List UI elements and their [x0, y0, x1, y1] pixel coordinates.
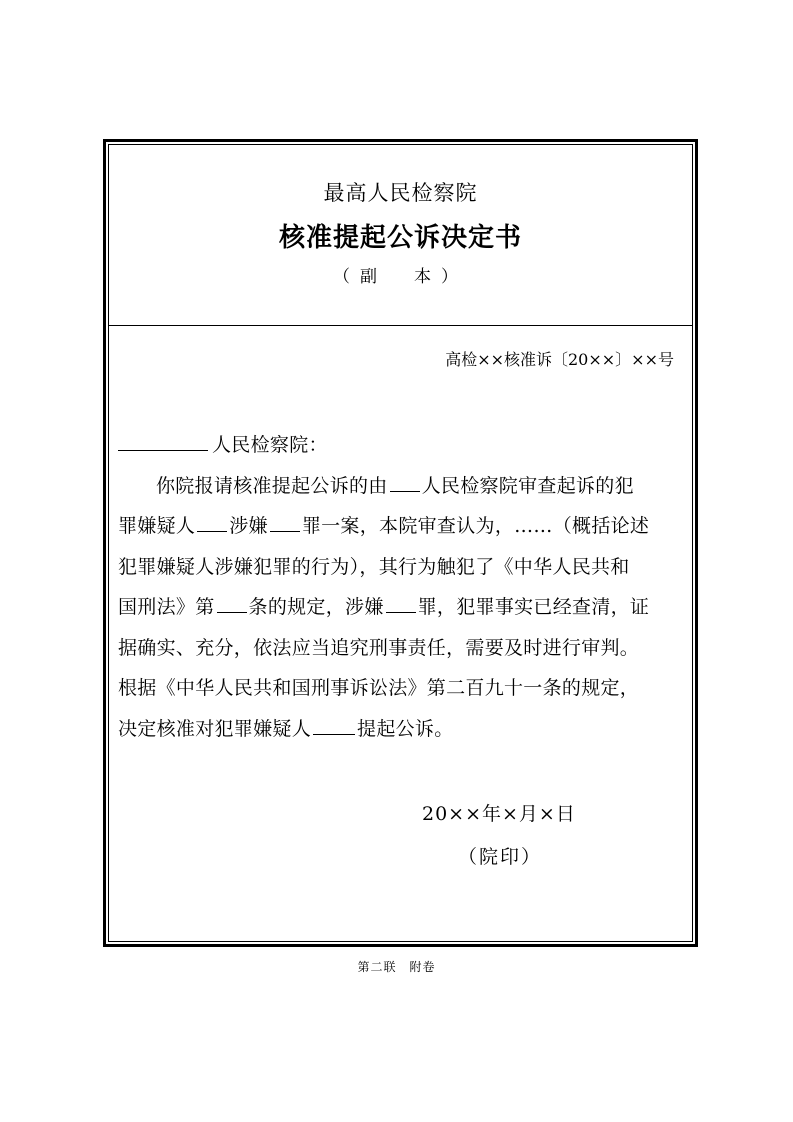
copy-footer: 第二联 附卷	[357, 960, 436, 974]
body-text: 国刑法》第	[118, 596, 215, 618]
body-text: 提起公诉。	[357, 717, 454, 740]
addressee-line	[118, 425, 692, 466]
blank-field	[270, 511, 300, 532]
addressee-suffix: 人民检察院：	[212, 434, 328, 456]
blank-field	[197, 511, 227, 532]
body-text: 罪，犯罪事实已经查清，证	[417, 596, 650, 618]
issue-date: 20××年×月×日	[422, 803, 576, 825]
seal-placeholder: （院印）	[458, 846, 543, 868]
blank-field	[313, 714, 355, 735]
body-line-6: 根据《中华人民共和国刑事诉讼法》第二百九十一条的规定，	[118, 677, 640, 699]
body-text: 你院报请核准提起公诉的由	[156, 474, 388, 497]
body-text: 决定核准对犯罪嫌疑人	[118, 717, 312, 740]
body-text: 罪嫌疑人	[118, 515, 196, 537]
body-text: 人民检察院审查起诉的犯	[421, 474, 634, 497]
blank-field	[386, 592, 416, 613]
blank-field	[217, 592, 247, 613]
copy-label: （副 本）	[333, 267, 468, 287]
organization-name: 最高人民检察院	[323, 181, 478, 205]
document-title: 核准提起公诉决定书	[278, 223, 522, 253]
document-header	[109, 145, 692, 326]
document-inner-border	[108, 144, 693, 942]
body-text: 罪一案，本院审查认为，……（概括论述	[301, 515, 650, 537]
body-line-7	[118, 709, 692, 750]
body-line-5: 据确实、充分，依法应当追究刑事责任，需要及时进行审判。	[118, 636, 640, 659]
body-line-2	[118, 506, 692, 547]
body-line-3: 犯罪嫌疑人涉嫌犯罪的行为），其行为触犯了《中华人民共和	[118, 555, 630, 578]
body-text: 条的规定，涉嫌	[248, 596, 384, 618]
body-text: 涉嫌	[229, 515, 268, 537]
document-number: 高检××核准诉〔20××〕××号	[445, 350, 674, 369]
document-frame	[103, 139, 698, 947]
document-body	[118, 425, 692, 749]
body-line-1	[118, 466, 692, 507]
addressee-blank	[118, 430, 208, 451]
blank-field	[390, 471, 420, 492]
body-line-4	[118, 587, 692, 628]
